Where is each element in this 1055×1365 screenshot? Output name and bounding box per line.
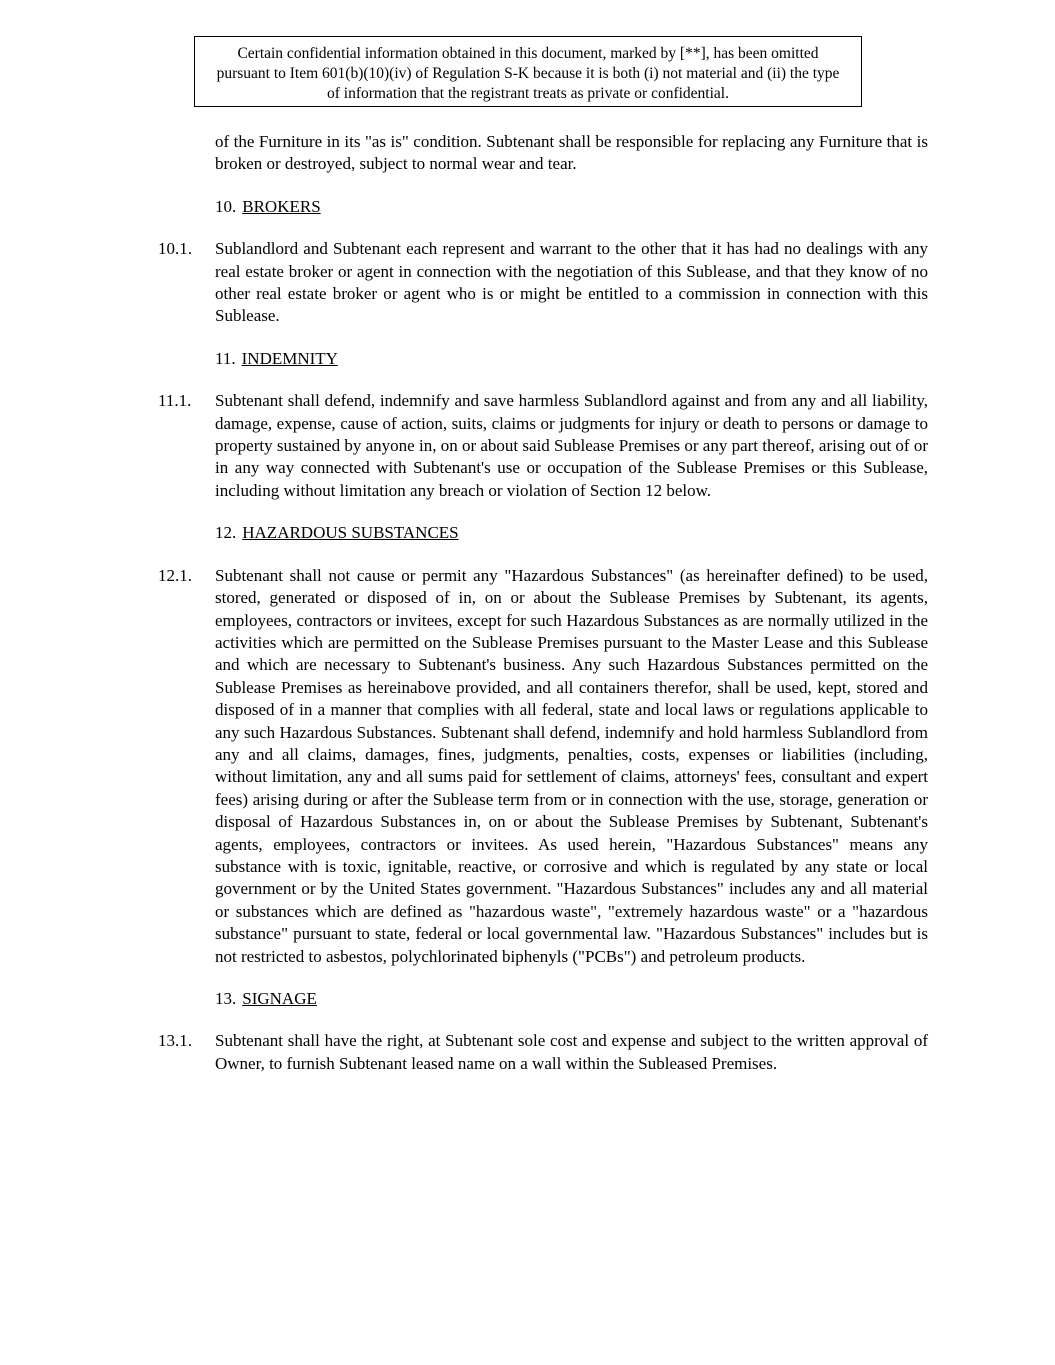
section-brokers — [158, 196, 928, 328]
confidential-notice-box — [194, 36, 862, 107]
section-heading-hazardous-substances — [215, 522, 928, 544]
section-number: 13. — [215, 989, 237, 1008]
section-number: 12. — [215, 523, 237, 543]
section-heading-signage — [215, 988, 928, 1010]
section-signage — [158, 988, 928, 1075]
paragraph-10-1 — [158, 238, 928, 328]
section-heading-indemnity — [215, 348, 928, 370]
intro-paragraph: of the Furniture in its "as is" condition. Subtenant shall be responsible for replacing any Furniture that is broken or destroyed, subject to normal wear and tear. — [215, 132, 928, 174]
paragraph-11-1 — [158, 390, 928, 502]
paragraph-number: 13.1. — [158, 1031, 192, 1051]
paragraph-text: Sublandlord and Subtenant each represent and warrant to the other that it has had no dealings with any real estate broker or agent in connection with the negotiation of this Sublease, and that they know of no other real estate broker or agent who is or might be entitled to a commission in connection with this Sublease. — [215, 239, 928, 326]
paragraph-12-1 — [158, 565, 928, 968]
section-title: BROKERS — [242, 196, 321, 216]
confidential-notice-text: Certain confidential information obtained in this document, marked by [**], has been omitted pursuant to Item 601(b)(10)(iv) of Regulation S-K because it is both (i) not material and (ii) the type of information that the registrant treats as private or confidential. — [216, 45, 840, 102]
section-hazardous-substances — [158, 522, 928, 968]
section-title: INDEMNITY — [241, 348, 338, 368]
paragraph-text: Subtenant shall have the right, at Subtenant sole cost and expense and subject to the written approval of Owner, to furnish Subtenant leased name on a wall within the Subleased Premises. — [215, 1031, 928, 1073]
paragraph-13-1 — [158, 1030, 928, 1075]
section-number: 10. — [215, 196, 237, 216]
paragraph-number: 11.1. — [158, 391, 192, 411]
paragraph-text: Subtenant shall defend, indemnify and save harmless Sublandlord against and from any and all liability, damage, expense, cause of action, suits, claims or judgments for injury or death to persons or damage to property sustained by anyone in, on or about said Sublease Premises or any part thereof, arising out of or in any way connected with Subtenant's use or occupation of the Sublease Premises or this Sublease, including without limitation any breach or violation of Section 12 below. — [215, 391, 928, 500]
section-title: SIGNAGE — [242, 989, 317, 1008]
section-indemnity — [158, 348, 928, 502]
paragraph-text: Subtenant shall not cause or permit any "Hazardous Substances" (as hereinafter defined) to be used, stored, generated or disposed of in, on or about the Sublease Premises by Subtenant, its agents, employees, contractors or invitees, except for such Hazardous Substances as are normally utilized in the activities which are permitted on the Sublease Premises pursuant to the Master Lease and this Sublease and which are necessary to Subtenant's business. Any such Hazardous Substances permitted on the Sublease Premises as hereinabove provided, and all containers therefor, shall be used, kept, stored and disposed of in a manner that complies with all federal, state and local laws or regulations applicable to any such Hazardous Substances. Subtenant shall defend, indemnify and hold harmless Sublandlord from any and all claims, damages, fines, judgments, penalties, costs, expenses or liabilities (including, without limitation, any and all sums paid for settlement of claims, attorneys' fees, consultant and expert fees) arising during or after the Sublease term from or in connection with the use, storage, generation or disposal of Hazardous Substances in, on or about the Sublease Premises by Subtenant, Subtenant's agents, employees, contractors or invitees. As used herein, "Hazardous Substances" means any substance with is toxic, ignitable, reactive, or corrosive and which is regulated by any state or local government or by the United States government. "Hazardous Substances" includes any and all material or substances which are defined as "hazardous waste", "extremely hazardous waste" or a "hazardous substance" pursuant to state, federal or local governmental law. "Hazardous Substances" includes but is not restricted to asbestos, polychlorinated biphenyls ("PCBs") and petroleum products. — [215, 565, 928, 966]
section-heading-brokers — [215, 196, 928, 218]
paragraph-number: 12.1. — [158, 565, 192, 585]
section-number: 11. — [215, 348, 236, 368]
paragraph-number: 10.1. — [158, 239, 192, 259]
section-title: HAZARDOUS SUBSTANCES — [242, 523, 459, 543]
